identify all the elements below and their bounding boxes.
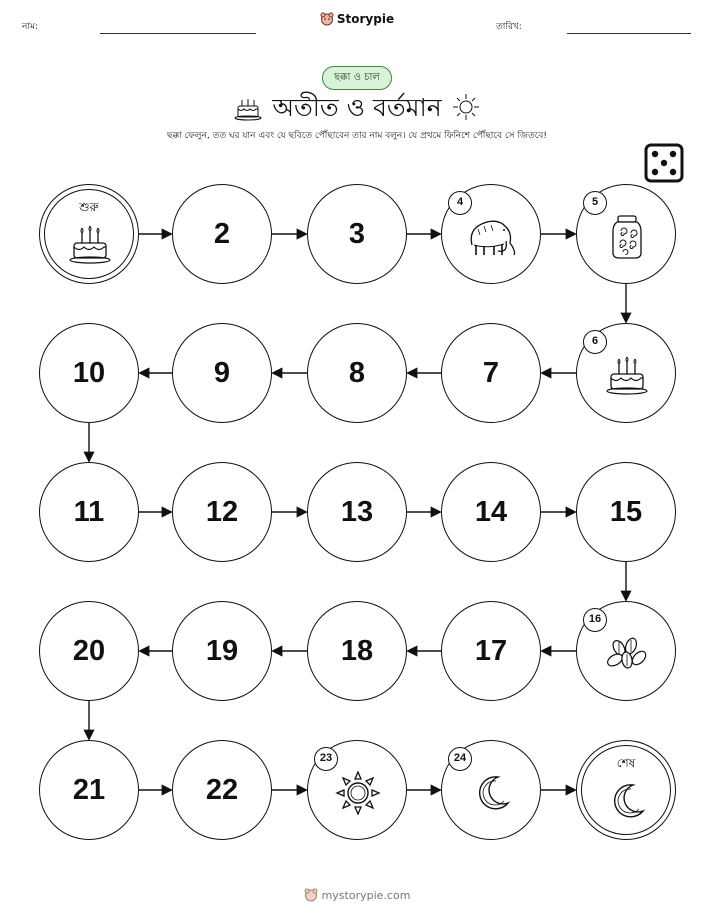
mammoth-icon: [464, 215, 520, 263]
cell-number-badge: 4: [448, 191, 472, 215]
cell-number: 14: [474, 495, 508, 528]
cell-number: 10: [72, 356, 106, 389]
cell-number-badge: 5: [583, 191, 607, 215]
board-cell: [576, 462, 676, 562]
board-cell: [576, 601, 676, 701]
sun-icon: [335, 770, 381, 820]
cell-number: 22: [205, 773, 239, 806]
board-cell: [307, 601, 407, 701]
game-type-tag: ছক্কা ও চাল: [322, 66, 392, 90]
instructions: ছক্কা ফেলুন, তত ঘর যান এবং যে ছবিতে পৌঁছাবেন তার নাম বলুন। যে প্রথমে ফিনিশে পৌঁছাবে সে জিতবে!: [167, 131, 547, 141]
cell-number: 13: [340, 495, 374, 528]
footer-url: mystorypie.com: [321, 889, 411, 902]
jar-icon: [609, 213, 645, 265]
cell-number: 7: [482, 356, 500, 389]
moon-icon: [607, 781, 647, 825]
board-cell: [172, 184, 272, 284]
board-cell: [441, 601, 541, 701]
finish-cell: [576, 740, 676, 840]
board-cell: [307, 323, 407, 423]
cell-number-badge: 6: [583, 330, 607, 354]
brand-name: Storypie: [336, 12, 395, 26]
cell-number: 2: [213, 217, 231, 250]
name-label: নাম:: [22, 22, 39, 32]
cell-number: 11: [73, 495, 105, 528]
footer: [0, 888, 714, 902]
board-cell: [39, 740, 139, 840]
board-cell: [172, 323, 272, 423]
cell-number-badge: 24: [448, 747, 472, 771]
cell-number: 3: [348, 217, 366, 250]
cell-number-badge: 23: [314, 747, 338, 771]
board-cell: [576, 184, 676, 284]
cell-number: 19: [205, 634, 239, 667]
cell-number: 20: [72, 634, 106, 667]
board-cell: [441, 323, 541, 423]
board-cell: [172, 601, 272, 701]
board-cell: [39, 601, 139, 701]
cell-number: 17: [474, 634, 508, 667]
cake-icon: [605, 356, 649, 400]
board-cell: [307, 740, 407, 840]
start-label: শুরু: [79, 200, 99, 214]
board-cell: [172, 740, 272, 840]
board-cell: [307, 462, 407, 562]
finish-label: শেষ: [616, 756, 636, 770]
board-cell: [307, 184, 407, 284]
cake-icon: [68, 225, 112, 269]
seeds-icon: [605, 636, 649, 676]
cell-number: 8: [348, 356, 366, 389]
cell-number: 18: [340, 634, 374, 667]
board-cell: [172, 462, 272, 562]
cell-number: 21: [72, 773, 106, 806]
board-cell: [39, 323, 139, 423]
cell-number: 12: [205, 495, 239, 528]
board-cell: [441, 740, 541, 840]
start-cell: [39, 184, 139, 284]
storypie-logo-icon: [304, 888, 318, 902]
cell-number: 15: [609, 495, 643, 528]
page-title: অতীত ও বর্তমান: [272, 93, 442, 122]
moon-icon: [472, 773, 512, 817]
cell-number-badge: 16: [583, 608, 607, 632]
board-cell: [441, 184, 541, 284]
board-cell: [441, 462, 541, 562]
board-cell: [39, 462, 139, 562]
board-cell: [576, 323, 676, 423]
date-label: তারিখ:: [496, 22, 522, 32]
cell-number: 9: [213, 356, 231, 389]
